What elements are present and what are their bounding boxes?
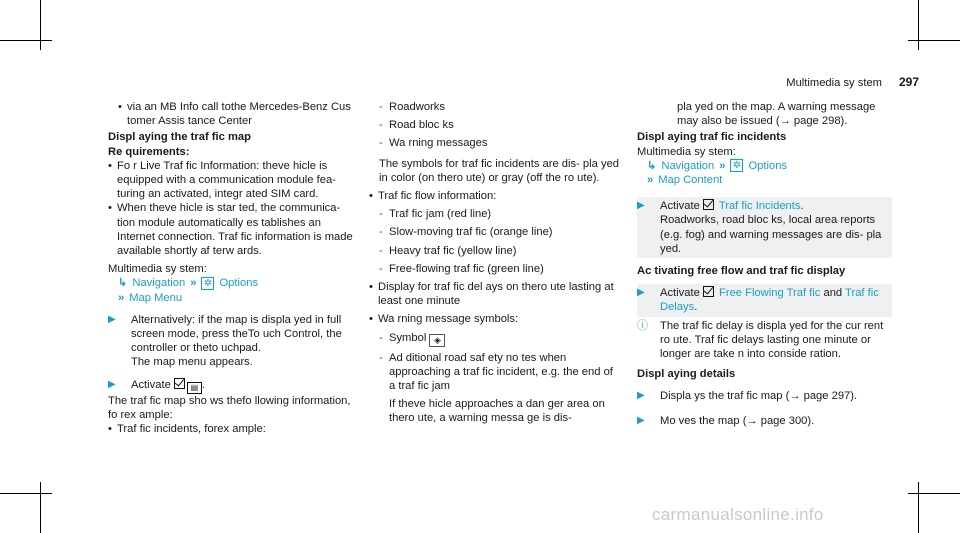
crop-mark xyxy=(908,40,960,41)
map-icon: ▤ xyxy=(187,382,202,394)
list-item: - Traf fic jam (red line) xyxy=(379,208,492,221)
step-arrow-icon: ▶ xyxy=(637,287,645,299)
menu-path xyxy=(647,159,892,173)
list-item: • Traf fic incidents, forex ample: xyxy=(108,423,266,436)
crop-mark xyxy=(918,482,919,533)
info-note: ⓘ The traf fic delay is displa yed for the cur rent ro ute. Traf fic delays lasting one minute or longer are take n into conside ration. xyxy=(637,319,884,361)
double-chevron-icon: » xyxy=(647,174,654,187)
paragraph: The symbols for traf fic incidents are dis‐ pla yed in color (on thero ute) or gray (off the ro ute). xyxy=(379,157,620,184)
step-arrow-icon: ▶ xyxy=(637,390,645,402)
subheading: Re quirements: xyxy=(108,145,190,158)
list-item: - Wa rning messages xyxy=(379,137,488,150)
crop-mark xyxy=(908,493,960,494)
options-link[interactable]: Options xyxy=(748,159,788,172)
free-flowing-traffic-option[interactable]: Free Flowing Traf fic xyxy=(719,287,821,300)
heading: Displ aying traf fic incidents xyxy=(637,131,787,144)
double-chevron-icon: » xyxy=(190,277,197,290)
paragraph: If theve hicle approaches a dan ger area on thero ute, a warning messa ge is dis‐ xyxy=(389,398,605,425)
traffic-delays-option[interactable]: Traf fic Delays xyxy=(660,287,879,314)
crop-mark xyxy=(40,482,41,533)
menu-path xyxy=(647,173,892,187)
step-arrow-icon: ▶ xyxy=(637,414,645,426)
list-item: - Heavy traf fic (yellow line) xyxy=(379,244,517,257)
heading: Displ aying details xyxy=(637,368,736,381)
crop-mark xyxy=(918,0,919,50)
column-1 xyxy=(108,100,358,436)
gear-icon: ✲ xyxy=(730,159,743,172)
action-step: ▶ Displa ys the traf fic map (→ page 297). xyxy=(637,390,858,403)
map-menu-link[interactable]: Map Menu xyxy=(129,291,183,304)
list-item: • Display for traf fic del ays on thero ute lasting at least one minute xyxy=(369,281,614,308)
step-arrow-icon: ▶ xyxy=(108,378,116,390)
column-3 xyxy=(637,100,892,428)
map-content-link[interactable]: Map Content xyxy=(658,174,723,187)
warning-symbol-icon: ◈ xyxy=(429,334,445,347)
list-item: - Roadworks xyxy=(379,101,445,113)
action-step: ▶ Mo ves the map (→ page 300). xyxy=(637,414,815,427)
list-item: - Ad ditional road saf ety no tes when approaching a traf fic incident, e.g. the end of a traf fic jam xyxy=(379,351,613,393)
list-item: - Free-flowing traf fic (green line) xyxy=(379,262,544,275)
list-item: • Traf fic flow information: xyxy=(369,190,497,203)
heading: Displ aying the traf fic map xyxy=(108,131,251,144)
list-item: • Fo r Live Traf fic Information: theve hicle is equipped with a communication module fea‐ turing an activated, integr ated SIM card. xyxy=(108,159,336,201)
checkbox-icon xyxy=(703,199,714,210)
action-step: ▶ Alternatively: if the map is displa yed in full screen mode, press theTo uch Control, the controller or theto uchpad. The map menu appears. xyxy=(108,313,342,369)
crop-mark xyxy=(0,40,52,41)
list-item: • When theve hicle is star ted, the communica‐ tion module automatically es tablishes an Internet connection. Traf fic information is made available shortly af terw ards. xyxy=(108,202,353,258)
traffic-incidents-option[interactable]: Traf fic Incidents xyxy=(718,200,801,213)
crop-mark xyxy=(40,0,41,50)
section-header: Multimedia sy stem xyxy=(786,77,882,89)
watermark: carmanualsonline.info xyxy=(652,505,824,524)
step-arrow-icon: ▶ xyxy=(108,313,116,325)
list-item: - Symbol ◈ xyxy=(379,331,621,347)
navigation-link[interactable]: Navigation xyxy=(132,277,186,290)
action-step: ▶ Activate Free Flowing Traf fic and Traf fic Delays. xyxy=(637,284,892,316)
menu-path xyxy=(118,276,358,290)
double-chevron-icon: » xyxy=(719,159,726,172)
heading: Ac tivating free flow and traf fic display xyxy=(637,265,846,278)
column-2 xyxy=(369,100,621,426)
navigation-link[interactable]: Navigation xyxy=(661,159,715,172)
options-link[interactable]: Options xyxy=(219,277,259,290)
step-arrow-icon: ▶ xyxy=(637,200,645,212)
checkbox-icon xyxy=(703,286,714,297)
crop-mark xyxy=(0,493,52,494)
list-item: - Slow-moving traf fic (orange line) xyxy=(379,226,553,239)
list-item: • via an MB Info call tothe Mercedes-Benz Cus tomer Assis tance Center xyxy=(118,101,351,128)
paragraph: The traf fic map sho ws thefo llowing information, fo rex ample: xyxy=(108,394,351,421)
list-item: • Wa rning message symbols: xyxy=(369,313,519,326)
double-chevron-icon: » xyxy=(118,291,125,304)
page-number: 297 xyxy=(899,75,920,89)
info-icon: ⓘ xyxy=(637,319,649,332)
multimedia-system-label: Multimedia sy stem: xyxy=(108,263,207,276)
paragraph: pla yed on the map. A warning message may also be issued (→ page 298). xyxy=(677,101,876,128)
gear-icon: ✲ xyxy=(201,277,214,290)
return-arrow-icon: ↳ xyxy=(118,277,128,290)
list-item: - Road bloc ks xyxy=(379,119,454,132)
action-step: ▶ Activate Traf fic Incidents. Roadworks, road bloc ks, local area reports (e.g. fog) and warning messages are dis‐ pla yed. xyxy=(637,197,892,258)
menu-path xyxy=(118,291,358,305)
return-arrow-icon: ↳ xyxy=(647,159,657,172)
checkbox-icon xyxy=(174,378,185,389)
multimedia-system-label: Multimedia sy stem: xyxy=(637,145,736,158)
action-step: ▶ Activate ▤ . xyxy=(108,378,206,392)
